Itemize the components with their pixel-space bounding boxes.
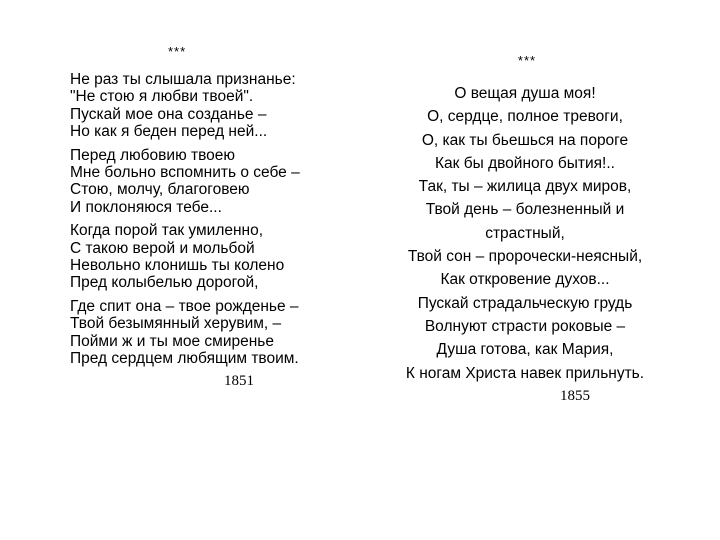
- poem-right-asterisks: ***: [517, 53, 537, 68]
- poem-left-asterisks: ***: [168, 44, 187, 59]
- poem-left: [70, 44, 380, 390]
- poem-line: Не раз ты слышала признанье:: [70, 71, 296, 88]
- poem-right-year: 1855: [560, 387, 590, 404]
- poem-line: Мне больно вспомнить о себе –: [70, 164, 300, 182]
- poem-line: Пред сердцем любящим твоим.: [70, 350, 299, 368]
- poem-line: Когда порой так умиленно,: [70, 222, 264, 240]
- poem-line: Твой день – болезненный и: [425, 201, 625, 219]
- poem-line: Твой безымянный херувим, –: [70, 315, 282, 333]
- poem-line: Но как я беден перед ней...: [70, 123, 268, 141]
- poem-line: И поклоняюся тебе...: [70, 198, 222, 216]
- poem-line: Так, ты – жилица двух миров,: [418, 178, 632, 196]
- poem-line: Пойми ж и ты мое смиренье: [70, 332, 274, 350]
- poem-line: Перед любовию твоею: [70, 146, 236, 164]
- poem-line: Волнуют страсти роковые –: [424, 317, 626, 335]
- poem-line: Пускай мое она созданье –: [70, 105, 267, 123]
- poem-line: Как бы двойного бытия!..: [435, 154, 615, 172]
- poem-line: Где спит она – твое рожденье –: [70, 297, 299, 315]
- poem-left-lines: [70, 71, 380, 368]
- poem-line: "Не стою я любви твоей".: [70, 88, 254, 106]
- poem-line: С такою верой и мольбой: [70, 239, 255, 257]
- poem-line: Невольно клонишь ты колено: [70, 257, 285, 275]
- poem-right-lines: [372, 82, 678, 385]
- poem-line: О, сердце, полное тревоги,: [427, 108, 623, 126]
- poem-line: Как откровение духов...: [440, 271, 610, 289]
- poem-right: [372, 53, 678, 405]
- poem-line: О вещая душа моя!: [454, 85, 596, 102]
- poem-line: Пускай страдальческую грудь: [417, 294, 633, 312]
- poem-line: страстный,: [485, 224, 565, 242]
- poem-line: О, как ты бьешься на пороге: [421, 131, 629, 149]
- poem-left-year: 1851: [224, 372, 254, 389]
- poem-line: Душа готова, как Мария,: [436, 341, 614, 359]
- poem-line: Твой сон – пророчески-неясный,: [407, 248, 643, 266]
- poem-line: Пред колыбелью дорогой,: [70, 274, 259, 292]
- poem-line: Стою, молчу, благоговею: [70, 181, 250, 199]
- poem-line: К ногам Христа навек прильнуть.: [405, 364, 645, 382]
